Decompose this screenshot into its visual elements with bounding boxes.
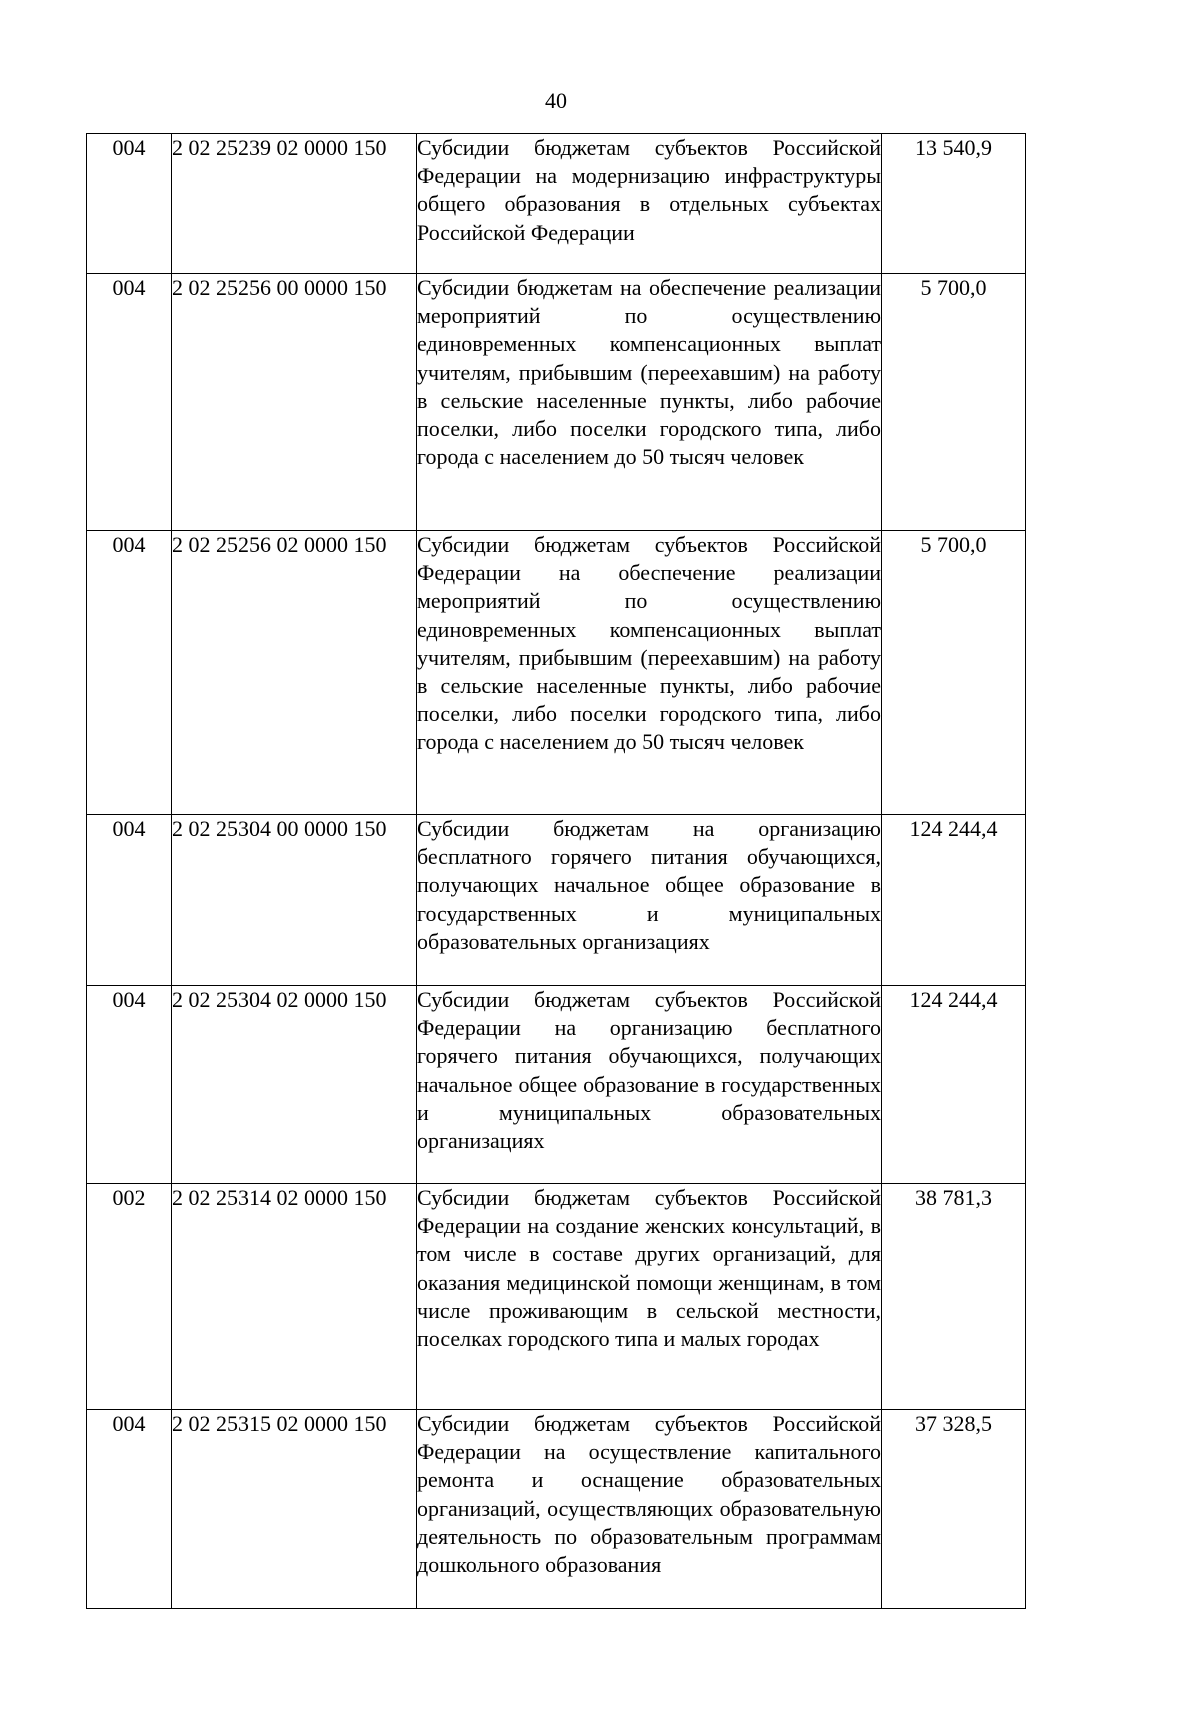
description-text: Субсидии бюджетам субъектов Российской Федерации на создание женских консультаций, в том числе в составе других организаций, для оказания медицинской помощи женщинам, в том числе проживающим в сельской местности, поселках городского типа и малых городах [417, 1185, 881, 1352]
table-row [87, 986, 1026, 1184]
budget-revenue-table [86, 133, 1026, 1609]
description-cell [417, 815, 882, 986]
table-row [87, 1410, 1026, 1609]
admin-code-cell: 004 [87, 815, 172, 986]
budget-code-cell: 2 02 25314 02 0000 150 [172, 1184, 417, 1410]
admin-code-cell: 004 [87, 1410, 172, 1609]
table-row [87, 531, 1026, 815]
description-text: Субсидии бюджетам субъектов Российской Федерации на модернизацию инфраструктуры общего образования в отдельных субъектах Российской Федерации [417, 135, 881, 245]
admin-code-cell: 004 [87, 134, 172, 274]
budget-code-cell: 2 02 25304 00 0000 150 [172, 815, 417, 986]
budget-code-cell: 2 02 25256 02 0000 150 [172, 531, 417, 815]
description-text: Субсидии бюджетам субъектов Российской Федерации на обеспечение реализации мероприятий по осуществлению единовременных компенсационных выплат учителям, прибывшим (переехавшим) на работу в сельские населенные пункты, либо рабочие поселки, либо поселки городского типа, либо города с населением до 50 тысяч человек [417, 532, 881, 755]
description-cell [417, 1184, 882, 1410]
admin-code-cell: 004 [87, 274, 172, 531]
amount-cell: 5 700,0 [882, 531, 1026, 815]
description-cell [417, 1410, 882, 1609]
amount-cell: 124 244,4 [882, 815, 1026, 986]
budget-code-cell: 2 02 25239 02 0000 150 [172, 134, 417, 274]
admin-code-cell: 004 [87, 531, 172, 815]
amount-cell: 5 700,0 [882, 274, 1026, 531]
amount-cell: 37 328,5 [882, 1410, 1026, 1609]
table-row [87, 815, 1026, 986]
budget-code-cell: 2 02 25304 02 0000 150 [172, 986, 417, 1184]
budget-code-cell: 2 02 25256 00 0000 150 [172, 274, 417, 531]
description-text: Субсидии бюджетам субъектов Российской Федерации на организацию бесплатного горячего питания обучающихся, получающих начальное общее образование в государственных и муниципальных образовательных организациях [417, 987, 881, 1154]
description-text: Субсидии бюджетам на обеспечение реализации мероприятий по осуществлению единовременных компенсационных выплат учителям, прибывшим (переехавшим) на работу в сельские населенные пункты, либо рабочие поселки, либо поселки городского типа, либо города с населением до 50 тысяч человек [417, 275, 881, 470]
budget-code-cell: 2 02 25315 02 0000 150 [172, 1410, 417, 1609]
description-text: Субсидии бюджетам субъектов Российской Федерации на осуществление капитального ремонта и оснащение образовательных организаций, осуществляющих образовательную деятельность по образовательным программам дошкольного образования [417, 1411, 881, 1578]
page-number: 40 [545, 88, 567, 113]
amount-cell: 124 244,4 [882, 986, 1026, 1184]
table-row [87, 134, 1026, 274]
admin-code-cell: 002 [87, 1184, 172, 1410]
amount-cell: 13 540,9 [882, 134, 1026, 274]
description-cell [417, 986, 882, 1184]
table-row [87, 274, 1026, 531]
description-cell [417, 531, 882, 815]
description-cell [417, 274, 882, 531]
amount-cell: 38 781,3 [882, 1184, 1026, 1410]
admin-code-cell: 004 [87, 986, 172, 1184]
description-text: Субсидии бюджетам на организацию бесплатного горячего питания обучающихся, получающих начальное общее образование в государственных и муниципальных образовательных организациях [417, 816, 881, 954]
table-row [87, 1184, 1026, 1410]
description-cell [417, 134, 882, 274]
